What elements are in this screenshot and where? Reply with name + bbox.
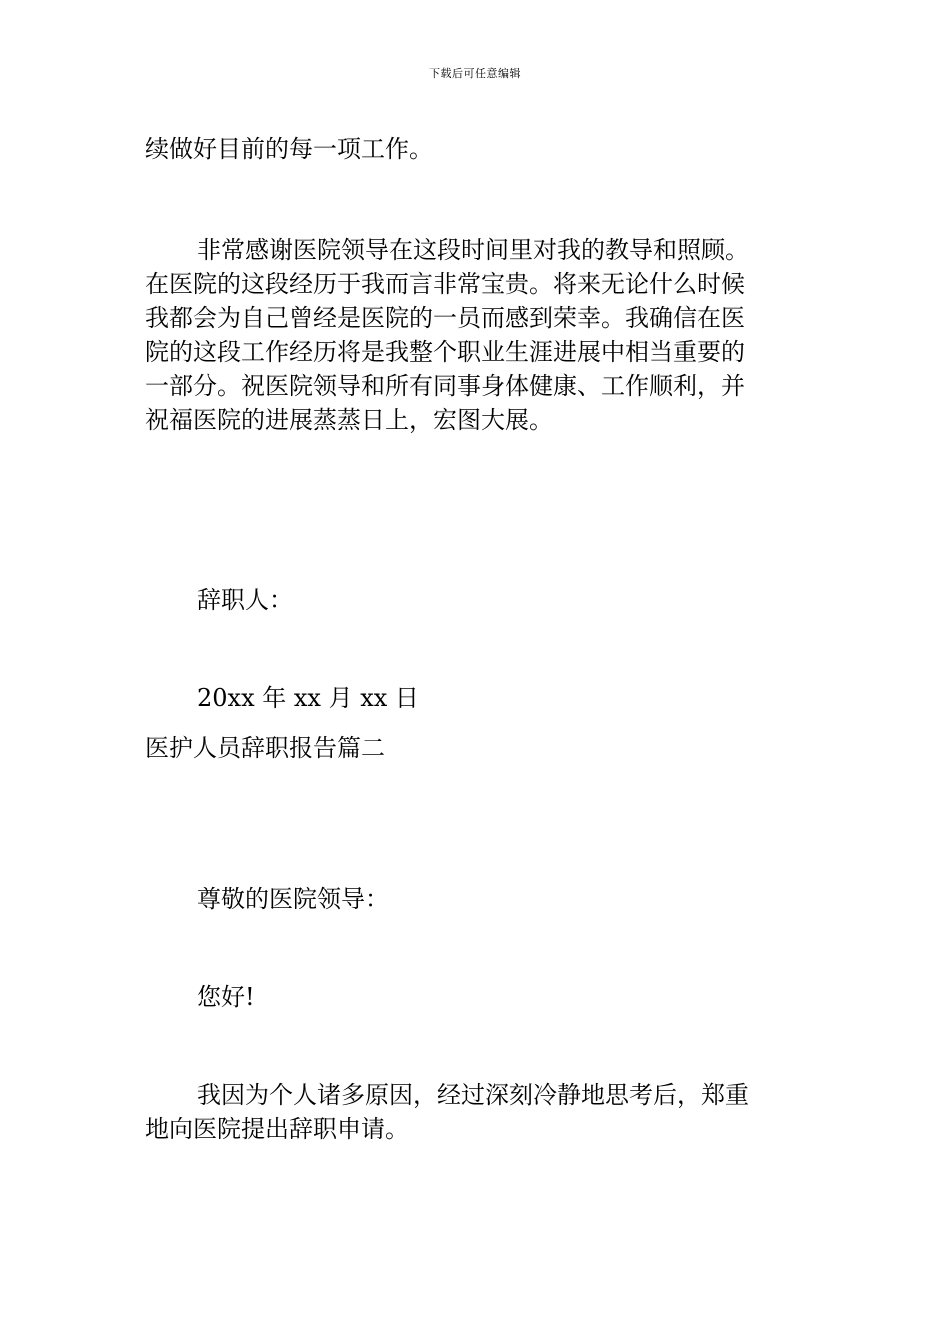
paragraph-line: 地向医院提出辞职申请。 (145, 1115, 409, 1143)
greeting: 您好! (197, 983, 255, 1011)
paragraph-line: 在医院的这段经历于我而言非常宝贵。将来无论什么时候 (145, 270, 745, 298)
signature-block (145, 583, 810, 617)
continuation-paragraph (145, 132, 810, 166)
date-block (145, 681, 810, 715)
paragraph-line: 一部分。祝医院领导和所有同事身体健康、工作顺利，并 (145, 372, 745, 400)
date-line: 20xx 年 xx 月 xx 日 (197, 684, 419, 712)
section-title-block (145, 731, 810, 765)
paragraph-line: 非常感谢医院领导在这段时间里对我的教导和照顾。 (197, 236, 749, 264)
salutation: 尊敬的医院领导： (197, 885, 389, 913)
section-title: 医护人员辞职报告篇二 (145, 734, 385, 762)
opening-paragraph (145, 1078, 810, 1146)
greeting-block (145, 980, 810, 1014)
paragraph-line: 我都会为自己曾经是医院的一员而感到荣幸。我确信在医 (145, 304, 745, 332)
paragraph-line: 续做好目前的每一项工作。 (145, 135, 433, 163)
paragraph-line: 我因为个人诸多原因，经过深刻冷静地思考后，郑重 (197, 1081, 749, 1109)
paragraph-line: 院的这段工作经历将是我整个职业生涯进展中相当重要的 (145, 338, 745, 366)
paragraph-line: 祝福医院的进展蒸蒸日上，宏图大展。 (145, 406, 553, 434)
page-header: 下载后可任意编辑 (429, 67, 521, 80)
signature-label: 辞职人： (197, 586, 293, 614)
salutation-block (145, 882, 810, 916)
thanks-paragraph (145, 233, 810, 437)
